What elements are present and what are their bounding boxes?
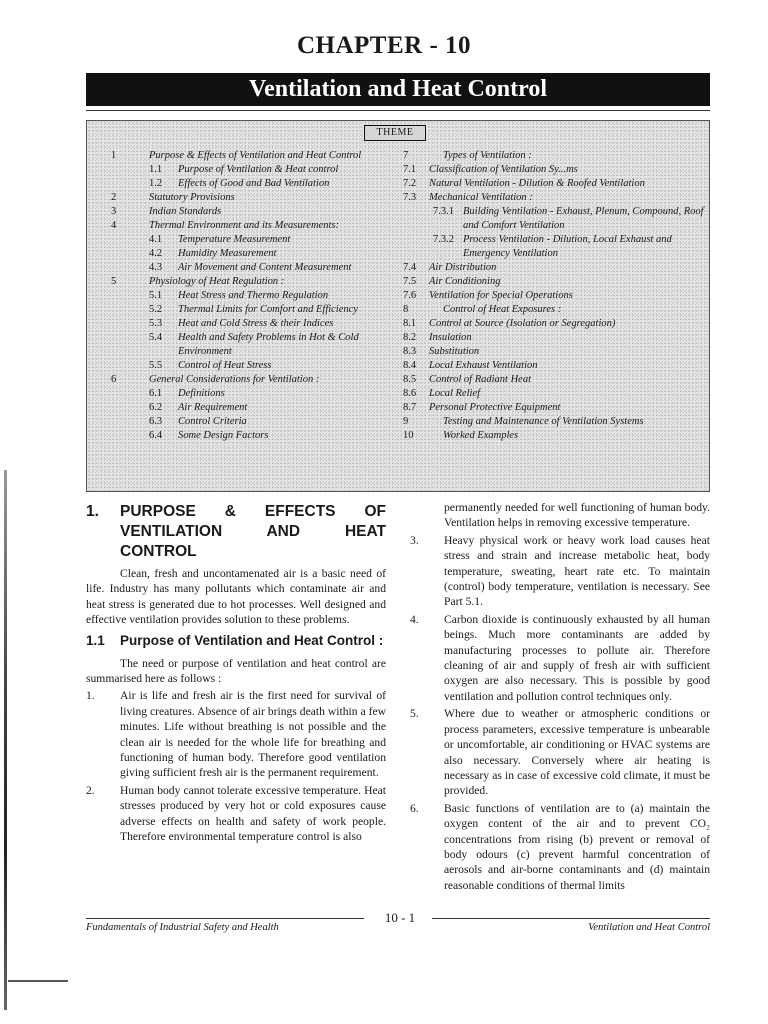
toc-entry-text: Effects of Good and Bad Ventilation [178, 178, 330, 189]
toc-entry [111, 247, 411, 261]
toc-entry [403, 373, 707, 387]
toc-entry-number: 7.6 [403, 290, 417, 301]
toc-entry [403, 163, 707, 177]
toc-entry-number: 8.3 [403, 346, 417, 357]
toc-entry [111, 289, 411, 303]
toc-entry-text: Indian Standards [149, 206, 222, 217]
intro-paragraph: Clean, fresh and uncontamenated air is a basic need of life. Industry has many pollutants which contaminate air and heat stress is generated due to hot processes. Well designed and effective ventilation provides solution to these problems. [86, 567, 386, 627]
toc-entry-text: Air Movement and Content Measurement [178, 262, 352, 273]
toc-entry-text: Humidity Measurement [178, 248, 277, 259]
toc-entry-text: Thermal Environment and its Measurements: [149, 220, 339, 231]
toc-entry-number: 5.2 [149, 304, 163, 315]
toc-entry-text: Definitions [178, 388, 225, 399]
toc-entry-text: Air Conditioning [429, 276, 501, 287]
list-item-text: Basic functions of ventilation are to (a) maintain the oxygen content of the air and to prevent CO₂ concentrations from rising (b) prevent or removal of body odours (c) prevent harmful concentration of aerosols and air-borne contaminants and (d) maintain reasonable conditions of thermal limits [444, 801, 710, 892]
toc-entry-text: Worked Examples [443, 430, 519, 441]
body-left-column [86, 500, 386, 847]
toc-entry-number: 7.5 [403, 276, 417, 287]
toc-left-column [111, 149, 411, 443]
toc-entry-number: 3 [111, 206, 117, 217]
toc-entry [111, 149, 411, 163]
toc-entry [111, 387, 411, 401]
chapter-heading: CHAPTER - 10 [296, 32, 472, 59]
toc-entry-text: Testing and Maintenance of Ventilation Systems [443, 416, 644, 427]
toc-entry-number: 8.6 [403, 388, 417, 399]
toc-entry-number: 7.3.2 [433, 234, 454, 245]
list-item-number: 1. [86, 689, 95, 703]
toc-entry-number: 5.3 [149, 318, 163, 329]
list-item-number: 5. [410, 707, 419, 721]
toc-entry-text: General Considerations for Ventilation : [149, 374, 320, 385]
footer-chapter-title: Ventilation and Heat Control [588, 922, 710, 933]
toc-entry [403, 359, 707, 373]
section-heading-1 [86, 502, 386, 562]
toc-entry-number: 4.3 [149, 262, 163, 273]
toc-entry [403, 177, 707, 191]
list-item-text: Heavy physical work or heavy work load causes heat stress and strain and increase metabolic heat, body temperature, sweating, heart rate etc. To maintain (control) body temperature, ventilation is necessary. See Part 5.1. [444, 533, 710, 609]
toc-entry-number: 5.5 [149, 360, 163, 371]
toc-entry-number: 1.2 [149, 178, 163, 189]
toc-entry-text: Local Relief [429, 388, 481, 399]
toc-entry-text: Control Criteria [178, 416, 247, 427]
list-item-text: Human body cannot tolerate excessive temperature. Heat stresses produced by very hot or cold exposures cause adverse effects on health and safety of work people. Therefore environmental temperature control is also [120, 783, 386, 844]
subsection-heading-1-1 [86, 632, 386, 650]
toc-entry-text: Building Ventilation - Exhaust, Plenum, Compound, Roof and Comfort Ventilation [463, 206, 704, 231]
toc-entry [111, 177, 411, 191]
theme-box [86, 120, 710, 492]
toc-entry [403, 191, 707, 205]
toc-entry [111, 163, 411, 177]
toc-entry [111, 275, 411, 289]
toc-entry-number: 2 [111, 192, 117, 203]
toc-entry-text: Local Exhaust Ventilation [429, 360, 538, 371]
toc-entry [403, 149, 707, 163]
toc-entry [403, 331, 707, 345]
toc-entry [111, 191, 411, 205]
list-item [410, 801, 710, 893]
toc-entry [403, 205, 707, 233]
toc-entry-text: Thermal Limits for Comfort and Efficiency [178, 304, 358, 315]
title-rule [86, 110, 710, 111]
footer-book-title: Fundamentals of Industrial Safety and Health [86, 922, 279, 933]
toc-entry-number: 8 [403, 304, 409, 315]
list-item [410, 533, 710, 610]
list-item-text: Where due to weather or atmospheric conditions or process parameters, excessive temperature is unbearable or uncomfortable, air conditioning or HVAC systems are also necessary. Conversely where air heating is necessary as in case of excessive cold climate, it must be provided. [444, 707, 710, 798]
toc-entry-number: 8.4 [403, 360, 417, 371]
toc-entry-text: Natural Ventilation - Dilution & Roofed Ventilation [429, 178, 645, 189]
list-item [410, 612, 710, 704]
toc-entry [111, 331, 411, 359]
toc-entry-number: 6 [111, 374, 117, 385]
toc-entry [111, 359, 411, 373]
toc-entry [403, 429, 707, 443]
toc-entry-text: Control of Radiant Heat [429, 374, 531, 385]
toc-entry [403, 387, 707, 401]
list-item-number: 3. [410, 533, 419, 547]
section-number: 1. [86, 503, 99, 520]
toc-entry [111, 219, 411, 233]
body-right-column [410, 500, 710, 895]
toc-entry-number: 7.4 [403, 262, 417, 273]
toc-entry-text: Some Design Factors [178, 430, 269, 441]
toc-entry [403, 345, 707, 359]
toc-entry [111, 205, 411, 219]
toc-entry-text: Heat and Cold Stress & their Indices [178, 318, 334, 329]
toc-entry [403, 289, 707, 303]
toc-entry-number: 5.4 [149, 332, 163, 343]
toc-entry-text: Insulation [429, 332, 472, 343]
toc-entry-number: 4.2 [149, 248, 163, 259]
chapter-title: Ventilation and Heat Control [86, 73, 710, 106]
scan-binding-shadow [4, 470, 7, 1010]
toc-entry-number: 8.7 [403, 402, 417, 413]
toc-entry [403, 261, 707, 275]
toc-entry [111, 429, 411, 443]
toc-entry-number: 7 [403, 150, 409, 161]
toc-entry [111, 317, 411, 331]
toc-entry-number: 1 [111, 150, 117, 161]
subsection-number: 1.1 [86, 632, 105, 648]
toc-entry [403, 303, 707, 317]
toc-entry-text: Process Ventilation - Dilution, Local Exhaust and Emergency Ventilation [463, 234, 672, 259]
toc-entry-text: Health and Safety Problems in Hot & Cold Environment [178, 332, 359, 357]
toc-entry [111, 233, 411, 247]
toc-entry-number: 8.1 [403, 318, 417, 329]
toc-entry-number: 8.2 [403, 332, 417, 343]
toc-entry-text: Physiology of Heat Regulation : [149, 276, 285, 287]
toc-entry-number: 6.1 [149, 388, 163, 399]
list-item [86, 688, 386, 780]
toc-entry [403, 401, 707, 415]
toc-entry [403, 233, 707, 261]
section-title: PURPOSE & EFFECTS OF VENTILATION AND HEAT CONTROL [120, 503, 386, 560]
toc-entry [403, 415, 707, 429]
toc-entry-number: 7.3.1 [433, 206, 454, 217]
toc-entry-number: 5.1 [149, 290, 163, 301]
toc-entry-text: Control of Heat Exposures : [443, 304, 562, 315]
toc-entry-text: Control at Source (Isolation or Segregation) [429, 318, 616, 329]
toc-entry-number: 6.3 [149, 416, 163, 427]
toc-entry-text: Air Requirement [178, 402, 248, 413]
toc-entry-number: 4.1 [149, 234, 163, 245]
toc-entry-text: Substitution [429, 346, 480, 357]
footer-rule-left [86, 918, 364, 919]
toc-entry-text: Air Distribution [429, 262, 497, 273]
list-item-number: 2. [86, 783, 95, 797]
toc-entry-text: Classification of Ventilation Sy...ms [429, 164, 578, 175]
toc-entry-text: Temperature Measurement [178, 234, 291, 245]
toc-entry [403, 317, 707, 331]
toc-entry [111, 415, 411, 429]
toc-entry-text: Purpose of Ventilation & Heat control [178, 164, 339, 175]
toc-entry-text: Personal Protective Equipment [429, 402, 561, 413]
toc-entry-number: 8.5 [403, 374, 417, 385]
toc-entry [111, 373, 411, 387]
toc-entry [111, 401, 411, 415]
page-number: 10 - 1 [384, 910, 416, 925]
footer-rule-right [432, 918, 710, 919]
toc-entry-number: 7.2 [403, 178, 417, 189]
toc-entry-text: Ventilation for Special Operations [429, 290, 573, 301]
toc-entry-number: 5 [111, 276, 117, 287]
toc-entry [111, 303, 411, 317]
toc-entry [111, 261, 411, 275]
toc-entry-text: Statutory Provisions [149, 192, 235, 203]
toc-entry-text: Control of Heat Stress [178, 360, 272, 371]
toc-right-column [403, 149, 707, 443]
list-item-continuation: permanently needed for well functioning of human body. Ventilation helps in removing excessive temperature. [444, 501, 710, 530]
theme-label: THEME [364, 125, 426, 141]
toc-entry-number: 7.1 [403, 164, 417, 175]
toc-entry-text: Mechanical Ventilation : [429, 192, 533, 203]
list-item-number: 4. [410, 612, 419, 626]
toc-entry-number: 10 [403, 430, 414, 441]
toc-entry [403, 275, 707, 289]
scan-mark [8, 980, 68, 982]
list-item-text: Air is life and fresh air is the first need for survival of living creatures. Absence of air brings death within a few minutes. Life without breathing is not possible and the clean air is needed for the whole life for breathing and functioning of human body. Therefore good ventilation giving sufficient fresh air is the permanent requirement. [120, 689, 386, 780]
toc-entry-number: 1.1 [149, 164, 163, 175]
subsection-title: Purpose of Ventilation and Heat Control : [120, 632, 384, 648]
list-item [410, 706, 710, 798]
list-item-text: Carbon dioxide is continuously exhausted by all human beings. Much more contaminants are added by manufacturing processes to pollute air. Therefore cleaning of air and supply of fresh air with sufficient oxygen are also necessary. This is possible by good ventilation and pollution control techniques only. [444, 612, 710, 703]
toc-entry-number: 4 [111, 220, 117, 231]
list-item [86, 783, 386, 845]
toc-entry-text: Types of Ventilation : [443, 150, 532, 161]
list-item-number: 6. [410, 801, 419, 815]
toc-entry-number: 9 [403, 416, 409, 427]
subsection-intro-paragraph: The need or purpose of ventilation and heat control are summarised here as follows : [86, 656, 386, 686]
toc-entry-number: 7.3 [403, 192, 417, 203]
toc-entry-number: 6.4 [149, 430, 163, 441]
toc-entry-text: Heat Stress and Thermo Regulation [178, 290, 329, 301]
toc-entry-number: 6.2 [149, 402, 163, 413]
toc-entry-text: Purpose & Effects of Ventilation and Heat Control [149, 150, 362, 161]
